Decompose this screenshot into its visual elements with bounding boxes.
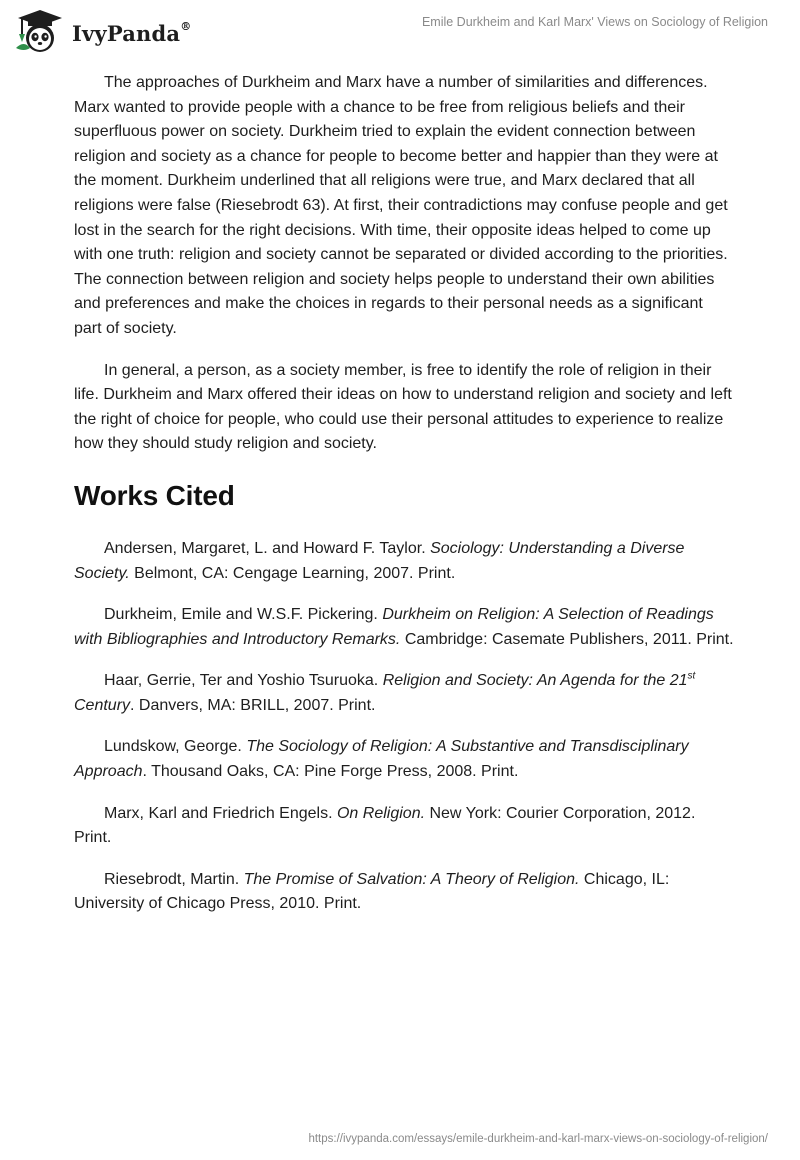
citation-entry — [74, 537, 734, 586]
citation-entry — [74, 735, 734, 784]
citation-entry — [74, 669, 734, 718]
citation-publication: Chicago, IL: University of Chicago Press, 2010. Print. — [74, 870, 670, 913]
body-paragraph: In general, a person, as a society member, is free to identify the role of religion in their life. Durkheim and Marx offered their ideas on how to understand religion and society and left the right of choice for people, who could use their personal attitudes to experience to realize how they should study religion and society. — [74, 361, 732, 453]
essay-content — [74, 71, 734, 934]
citation-title-end: Century — [74, 696, 131, 714]
panda-graduate-icon — [14, 8, 66, 54]
registered-mark: ® — [180, 19, 192, 33]
logo-text: IvyPanda — [72, 20, 181, 46]
citation-publication: Cambridge: Casemate Publishers, 2011. Print. — [400, 630, 734, 648]
citation-publication: . Danvers, MA: BRILL, 2007. Print. — [130, 696, 376, 714]
works-cited-heading: Works Cited — [74, 479, 235, 511]
citation-title: On Religion. — [336, 804, 426, 822]
citation-entry — [74, 868, 734, 917]
citation-title: The Promise of Salvation: A Theory of Religion. — [243, 870, 580, 888]
logo-wordmark — [72, 21, 191, 46]
citation-authors: Riesebrodt, Martin. — [104, 870, 244, 888]
ivypanda-logo[interactable] — [14, 8, 191, 54]
citation-entry — [74, 603, 734, 652]
citation-title-superscript: st — [687, 670, 696, 682]
citation-title-main: Religion and Society: An Agenda for the 21 — [382, 672, 688, 690]
citation-title: Durkheim on Religion: A Selection of Readings with Bibliographies and Introductory Remarks. — [74, 606, 714, 648]
body-paragraph: The approaches of Durkheim and Marx have a number of similarities and differences. Marx wanted to provide people with a chance to be free from religious beliefs and their superfluous power on society. Durkheim tried to explain the evident connection between religion and society as a chance for people to become better and happier than they were at the moment. Durkheim underlined that all religions were true, and Marx declared that all religions were false (Riesebrodt 63). At first, their contradictions may confuse people and get lost in the search for the right decisions. With time, their opposite ideas helped to come up with one truth: religion and society cannot be separated or divided according to the priorities. The connection between religion and society helps people to understand their own abilities and preferences and make the choices in regards to their personal needs as a significant part of society. — [74, 74, 728, 337]
citation-authors: Lundskow, George. — [104, 738, 247, 756]
citation-authors: Andersen, Margaret, L. and Howard F. Taylor. — [104, 539, 431, 557]
citation-title: The Sociology of Religion: A Substantive and Transdisciplinary Approach — [74, 738, 689, 781]
citation-authors: Haar, Gerrie, Ter and Yoshio Tsuruoka. — [104, 672, 383, 690]
citation-publication: Belmont, CA: Cengage Learning, 2007. Print. — [129, 564, 456, 582]
citation-title: Sociology: Understanding a Diverse Society. — [74, 539, 685, 582]
document-title: Emile Durkheim and Karl Marx' Views on Sociology of Religion — [421, 15, 768, 29]
citation-entry — [74, 802, 734, 851]
citation-publication: New York: Courier Corporation, 2012. Print. — [74, 804, 696, 847]
citation-authors: Marx, Karl and Friedrich Engels. — [104, 804, 337, 822]
page-header — [0, 0, 800, 60]
citation-authors: Durkheim, Emile and W.S.F. Pickering. — [104, 606, 383, 624]
source-url-link[interactable]: https://ivypanda.com/essays/emile-durkheim-and-karl-marx-views-on-sociology-of-religion/ — [308, 1133, 768, 1145]
citation-publication: . Thousand Oaks, CA: Pine Forge Press, 2008. Print. — [142, 763, 519, 781]
